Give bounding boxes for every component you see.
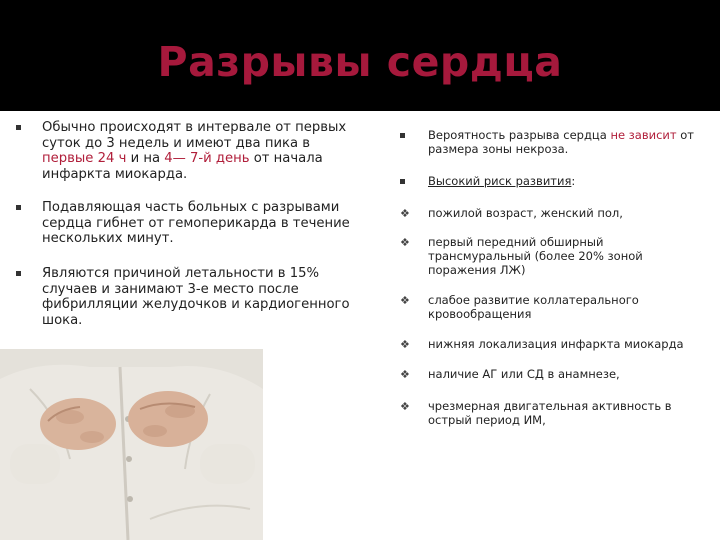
left-column — [14, 120, 354, 328]
risk-item-6 — [398, 399, 708, 427]
text-segment: Обычно происходят в интервале от первых суток до 3 недель и имеют два пика в — [42, 120, 347, 151]
risk-item-5 — [398, 367, 708, 399]
left-bullet-1-text — [42, 120, 346, 182]
left-bullet-3-text: Являются причиной летальности в 15% случаев и занимают 3-е место после фибрилляции желудочков и кардиогенного шока. — [42, 266, 350, 328]
diamond-bullet-icon: ❖ — [400, 338, 410, 351]
left-bullet-1 — [14, 120, 354, 200]
right-bullet-1 — [398, 128, 708, 174]
risk-item-4 — [398, 337, 708, 367]
right-bullet-2 — [398, 174, 708, 206]
right-bullet-2-text — [428, 174, 575, 188]
risk-item-text: пожилой возраст, женский пол, — [428, 206, 623, 220]
right-bullet-1-text — [428, 128, 694, 156]
left-bullet-3 — [14, 266, 354, 328]
text-segment: : — [571, 174, 576, 188]
highlight-text: 4— 7-й день — [164, 151, 250, 166]
diamond-bullet-icon: ❖ — [400, 207, 410, 220]
risk-item-3 — [398, 293, 708, 337]
square-bullet-icon — [16, 205, 21, 210]
slide-title: Разрывы сердца — [157, 38, 563, 86]
square-bullet-icon — [16, 271, 21, 276]
risk-item-text: нижняя локализация инфаркта миокарда — [428, 337, 684, 351]
highlight-text: не зависит — [610, 128, 677, 142]
square-bullet-icon — [400, 179, 405, 184]
square-bullet-icon — [16, 125, 21, 130]
underlined-text: Высокий риск развития — [428, 174, 572, 188]
risk-item-1 — [398, 206, 708, 235]
diamond-bullet-icon: ❖ — [400, 294, 410, 307]
risk-item-text: первый передний обширный трансмуральный (более 20% зоной поражения ЛЖ) — [428, 235, 643, 277]
text-segment: и на — [126, 151, 165, 166]
risk-item-text: чрезмерная двигательная активность в острый период ИМ, — [428, 399, 672, 427]
diamond-bullet-icon: ❖ — [400, 368, 410, 381]
right-column — [398, 128, 708, 427]
highlight-text: первые 24 ч — [42, 151, 127, 166]
diamond-bullet-icon: ❖ — [400, 400, 410, 413]
left-bullet-2-text: Подавляющая часть больных с разрывами сердца гибнет от гемоперикарда в течение нескольких минут. — [42, 200, 350, 246]
text-segment: от начала инфаркта миокарда. — [42, 151, 323, 182]
risk-item-2 — [398, 235, 708, 293]
square-bullet-icon — [400, 133, 405, 138]
person-clutching-chest-illustration — [0, 349, 263, 540]
left-bullet-2 — [14, 200, 354, 266]
risk-item-text: наличие АГ или СД в анамнезе, — [428, 367, 620, 381]
chest-pain-photo — [0, 349, 263, 540]
text-segment: от размера зоны некроза. — [428, 128, 694, 156]
risk-item-text: слабое развитие коллатерального кровообращения — [428, 293, 639, 321]
text-segment: Вероятность разрыва сердца — [428, 128, 611, 142]
diamond-bullet-icon: ❖ — [400, 236, 410, 249]
